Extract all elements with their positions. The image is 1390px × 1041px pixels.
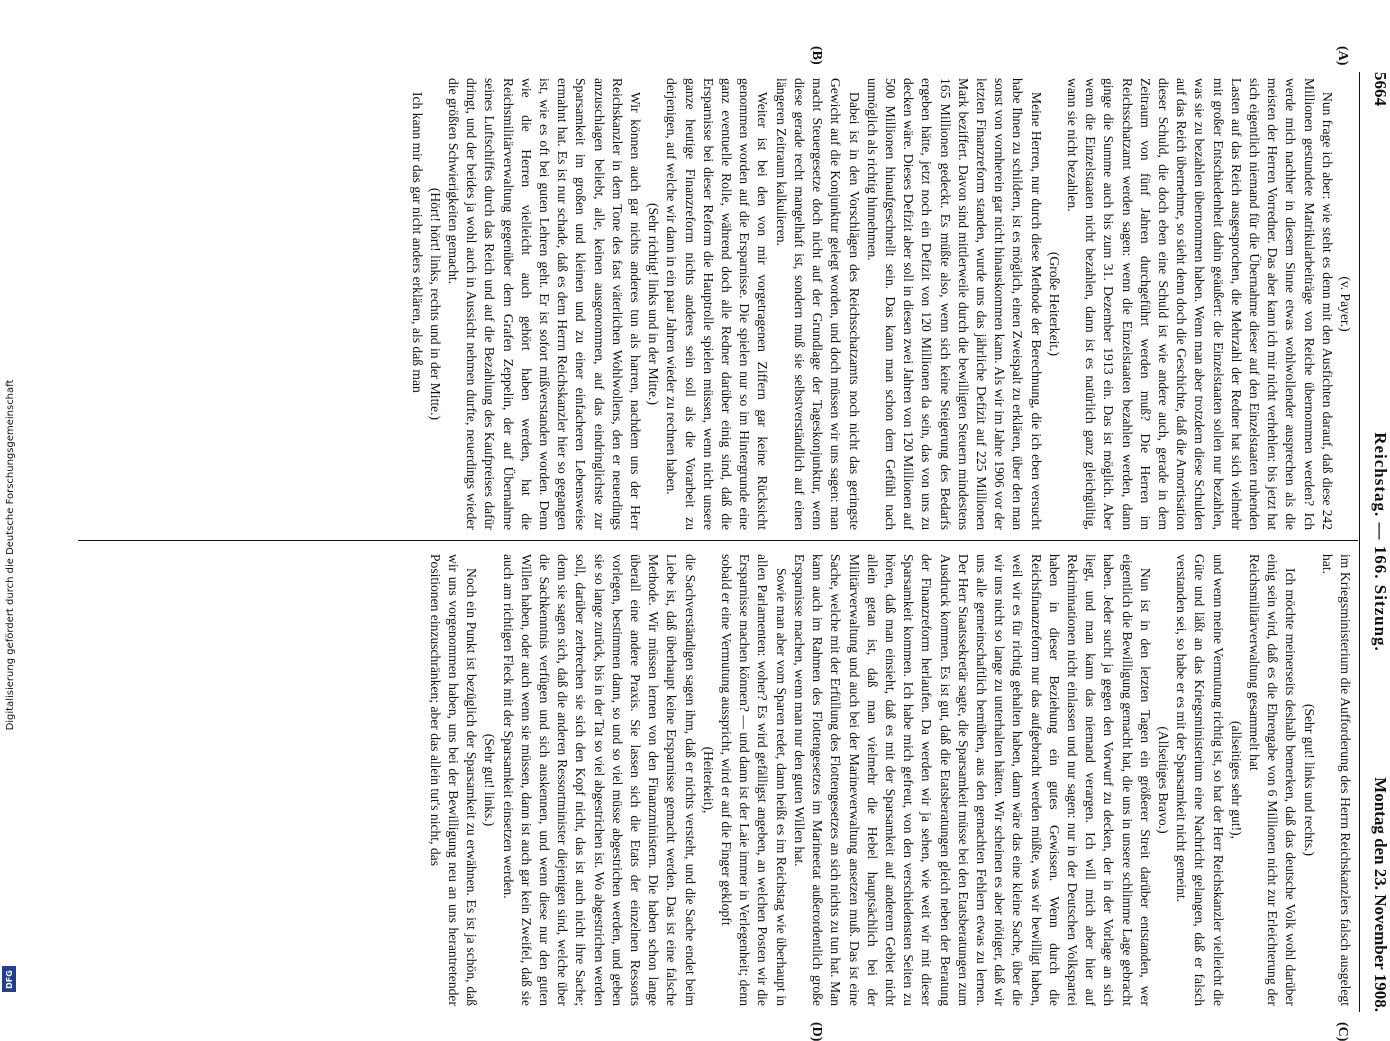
running-head: Reichstag. — 166. Sitzung. <box>1371 432 1390 652</box>
paragraph: Wir können auch gar nichts anderes tun als harren, nachdem uns der Herr Reichskanzler in dem Tone des fast väterlichen Wohlwollens, den er neuerdings anzuschlagen beliebt, alle, keinen ausgenommen, auf das eindringlichste zur Sparsamkeit im großen und kleinen und zu einer einfacheren Lebensweise ermahnt hat. Es ist nur schade, daß es dem Herrn Reichskanzler hier so gegangen ist, wie es oft bei guten Lehren geht. Er ist sofort mißverstanden worden. Denn wie die Herren vielleicht auch gehört haben werden, hat die Reichsmilitärverwaltung gegenüber dem Grafen Zeppelin, der auf Übernahme seines Luftschiffes durch das Reich und auf die Bezahlung des Kaufpreises dafür dringt, und der beides ja wohl auch in Aussicht nehmen durfte, neuerdings wieder die größten Schwierigkeiten gemacht. <box>446 78 644 530</box>
interjection: (allseitiges sehr gut!), <box>1228 720 1244 840</box>
interjection: (Heiterkeit), <box>700 746 716 814</box>
digitization-credit: Digitalisierung gefördert durch die Deutsche Forschungsgemeinschaft <box>5 379 16 731</box>
interjection: (Große Heiterkeit.) <box>1046 251 1062 357</box>
paragraph: Sowie man aber vom Sparen redet, dann heißt es im Reichstag wie überhaupt in allen Parlamenten: woher? Es wird gefälligst angeben, an welchen Posten wir die Ersparnisse machen können? — und dann ist der Laie immer in Verlegenheit; denn sobald er eine Vermutung ausspricht, wird er auf die Finger geklopft <box>719 554 789 1006</box>
interjection: (Hört! hört! links, rechts und in der Mitte.) <box>427 187 443 421</box>
margin-mark-b: (B) <box>809 46 824 65</box>
margin-mark-c: (C) <box>1335 1022 1350 1041</box>
paragraph: und wenn meine Vermutung richtig ist, so hat der Herr Reichskanzler vielleicht die Güte und läßt an das Kriegsministerium eine Nachricht gelangen, daß er falsch verstanden sei, so habe er es mit der Sparsamkeit nicht gemeint. <box>1174 554 1226 1006</box>
header-rule <box>1359 72 1360 1012</box>
speaker-label: (v. Payer.) <box>1338 276 1353 332</box>
interjection: (Sehr richtig! links und in der Mitte.) <box>646 203 662 405</box>
digitization-credit-strip <box>0 0 20 1000</box>
paragraph: die Sachverständigen sagen ihm, daß er nichts versteht, und die Sache endet beim Liebe ist, daß überhaupt keine Ersparnisse gemacht werden. Das ist eine falsche Methode. Wir müssen lernen von den Finanzministern. Die haben schon lange überall eine andere Praxis. Sie lassen sich die Etats der einzelnen Ressorts vorlegen, bestimmen dann, so und so viel müsse abgestrichen werden, und geben sie so lange zurück, bis in der Tat so viel abgestrichen ist. Wo abgestrichen werden soll, darüber zerbrechen sie sich den Kopf nicht, das ist auch nicht ihre Sache; denn sie sagen sich, daß die anderen Ressortminister diejenigen sind, welche über die Sachkenntnis verfügen und sich auskennen, und wenn diese nur den guten Willen haben, oder auch wenn sie müssen, dann ist auch gar kein Zweifel, daß sie auch am richtigen Fleck mit der Sparsamkeit einsetzen werden. <box>500 554 698 1006</box>
right-column <box>426 554 1354 1006</box>
interjection: (Sehr gut! links und rechts.) <box>1301 703 1317 857</box>
left-column <box>407 78 1354 530</box>
session-date: Montag den 23. November 1908. <box>1371 777 1390 1012</box>
paragraph: im Kriegsministerium die Aufforderung des Herrn Reichskanzlers falsch ausgelegt hat. <box>1319 554 1353 1006</box>
margin-mark-d: (D) <box>809 1022 824 1041</box>
dfg-logo <box>2 966 16 992</box>
margin-mark-a: (A) <box>1335 46 1350 66</box>
page-number: 5664 <box>1371 72 1390 106</box>
paragraph: Nun ist in den letzten Tagen ein größerer Streit darüber entstanden, wer eigentlich die Bewilligung gemacht hat, die uns in unsere schlimme Lage gebracht haben. Jeder sucht ja gegen den Vorwurf zu decken, der in der Vorlage an sich liegt, und man kann das niemand verargen. Ich will mich aber hier auf Rekriminationen nicht einlassen und nur sagen: nur in der Deutschen Volkspartei haben in dieser Beziehung ein gutes Gewissen. Wenn durch die Reichsfinanzreform nur das aufgebracht werden müßte, was wir bewilligt haben, weil wir es für richtig gehalten haben, dann wäre das eine kleine Sache, über die wir uns nicht so lange zu unterhalten hätten. Wir scheinen es aber nötiger, daß wir uns alle gemeinschaftlich bemühen, aus den gemachten Fehlern etwas zu lernen. Der Herr Staatssekretär sagte, die Sparsamkeit müsse bei den Etatsberatungen zum Ausdruck kommen. Es ist gut, daß die Etatsberatungen gleich neben der Beratung der Finanzreform herlaufen. Da werden wir ja sehen, wie weit wir mit dieser Sparsamkeit kommen. Ich habe mich gefreut, von den verschiedensten Seiten zu hören, daß man einsieht, daß es mit der Sparsamkeit auf anderem Gebiet nicht allein getan ist, daß man vielmehr die Hebel hauptsächlich bei der Militärverwaltung und auch bei der Marineverwaltung ansetzen muß. Das ist eine Sache, welche mit der Erfüllung des Flottengesetzes an sich nichts zu tun hat. Man kann auch im Rahmen des Flottengesetzes im Marineetat außerordentlich große Ersparnisse machen, wenn man nur den guten Willen hat. <box>791 554 1153 1006</box>
paragraph: Noch ein Punkt ist bezüglich der Sparsamkeit zu erwähnen. Es ist ja schön, daß wir uns vorgenommen haben, uns bei der Bewilligung neu an uns herantretender Positionen einzuschränken; aber das allein tut's nicht, das <box>427 554 480 1006</box>
paragraph: Ich möchte meinerseits deshalb bemerken, daß das deutsche Volk wohl darüber einig sein wird, daß es die Ehrengabe von 6 Millionen nicht zur Erleichterung der Reichsmilitärverwaltung gesammelt hat <box>1246 554 1299 1006</box>
paragraph: Weiter ist bei den von mir vorgetragenen Ziffern gar keine Rücksicht genommen worden auf die Ersparnisse. Die spielen nur so im Hintergrunde eine ganz eventuelle Rolle, während doch alle Redner darüber einig sind, daß die Ersparnisse bei dieser Reform die Hauptrolle spielen müssen, wenn nicht unsere ganze heutige Finanzreform nichts anderes sein soll als die Vorarbeit zu derjenigen, auf welche wir dann in ein paar Jahren wieder zu rechnen haben. <box>664 78 771 530</box>
page-header <box>1364 72 1390 1012</box>
paragraph: Nun frage ich aber: wie steht es denn mit den Ausfichten darauf, daß diese 242 Millionen gestundete Matrikularbeiträge von Reiche übernommen werden? Ich werde mich nachher in diesem Sinne etwas wohlwollender ausprechen als die meisten der Herren Vorredner. Das aber kann ich mir nicht verhehlen: bis jetzt hat sich eigentlich niemand für die Übernahme dieser auf den Einzelstaaten ruhenden Lasten auf das Reich ausgesprochen, die Mehrzahl der Redner hat sich vielmehr mit großer Entschiedenheit dahin geäußert: die Einzelstaaten sollen nur bezahlen, was sie zu bezahlen übernommen haben. Wenn man aber trotzdem diese Schulden auf das Reich übernehme, so sieht denn doch die Geschichte, daß die Amortisation dieser Schuld, die doch eben eine Schuld ist wie andere auch, gerade in dem Zeitraum von fünf Jahren durchgeführt werden muß? Die Herren im Reichsschatzamt werden sagen: wenn die Einzelstaaten bezahlen werden, dann ginge die Summe auch bis zum 31. Dezember 1913 ein. Das ist möglich. Aber wenn die Einzelstaaten nicht bezahlen, dann ist es natürlich ganz gleichgültig, wann sie nicht bezahlen. <box>1064 78 1335 530</box>
interjection: (Allseitiges Bravo.) <box>1155 726 1171 834</box>
scanned-page <box>70 46 1390 1041</box>
paragraph: Ich kann mir das gar nicht anders erklären, als daß man <box>409 92 425 393</box>
interjection: (Sehr gut! links.) <box>482 733 498 827</box>
column-rule <box>78 540 1358 541</box>
paragraph: Dabei ist in den Vorschlägen des Reichsschatzamts noch nicht das geringste Gewicht auf die Konjunktur gelegt worden, und doch müssen wir uns sagen: man macht Steuergesetze doch nicht auf der Grundlage der Tageskonjunktur, wenn diese gerade recht mangelhaft ist, sondern muß sie selbstverständlich auf einen längeren Zeitraum kalkulieren. <box>773 78 862 530</box>
paragraph: Meine Herren, nur durch diese Methode der Berechnung, die ich eben versucht habe Ihnen zu schildern, ist es möglich, einen Zweispalt zu erklären, über den man sonst von vornherein gar nicht hinauskommen kann. Als wir im Jahre 1906 vor der letzten Finanzreform standen, wurde uns das jährliche Defizit auf 225 Millionen Mark beziffert. Davon sind mittlerweile durch die bewilligten Steuern mindestens 165 Millionen gedeckt. Es müßte also, wenn sich keine Steigerung des Bedarfs ergeben hätte, jetzt noch ein Defizit von 120 Millionen da sein, das von uns zu decken wäre. Dieses Defizit aber soll in diesen zwei Jahren von 120 Millionen auf 500 Millionen hinaufgeschnellt sein. Das kann man schon dem Gefühl nach unmöglich als richtig hinnehmen. <box>864 78 1044 530</box>
dfg-logo-text: DFG <box>4 969 14 989</box>
